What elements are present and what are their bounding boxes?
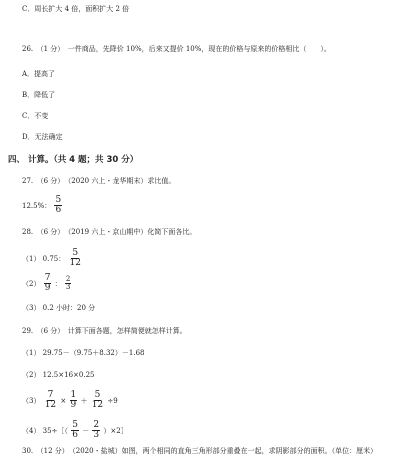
q27-fraction-numerator: 5 — [55, 195, 62, 205]
q29-part4-fraction-2 — [92, 421, 100, 441]
q28-part2-f1-numerator: 7 — [44, 273, 51, 283]
q29-p3-f3-denominator: 12 — [91, 400, 104, 411]
q28-part2-fraction-1 — [44, 274, 52, 294]
q29-part4-label: （4） 35÷［（ — [22, 426, 68, 435]
q28-part2-label: （2） — [22, 279, 41, 288]
q29-part4-tail: ）×2］ — [103, 426, 128, 435]
q27-stem: 27. （6 分） （2020 六上・龙华期末）求比值。 — [22, 177, 176, 185]
q29-part4-fraction-1 — [71, 421, 79, 441]
q29-p3-f3-numerator: 5 — [94, 390, 101, 400]
q29-p3-f2-numerator: 1 — [70, 390, 77, 400]
q27-expr-prefix: 12.5%： — [22, 201, 52, 210]
q28-part2-f2-denominator: 3 — [65, 283, 71, 292]
q29-p3-f1-denominator: 12 — [44, 400, 57, 411]
q29-part3-label: （3） — [22, 396, 41, 405]
q29-p4-f1-numerator: 5 — [72, 420, 78, 430]
q29-part3 — [22, 391, 118, 411]
q29-part3-op2: ＋ — [80, 396, 88, 405]
q28-part1-denominator: 12 — [69, 258, 81, 269]
q29-p3-f1-numerator: 7 — [47, 390, 54, 400]
q29-p4-f2-denominator: 3 — [93, 430, 100, 441]
q28-part3: （3） 0.2 小时：20 分 — [22, 304, 96, 312]
q29-part2: （2） 12.5×16×0.25 — [22, 371, 95, 379]
q27-fraction-denominator: 6 — [55, 205, 62, 216]
q28-part2-f1-denominator: 9 — [44, 283, 51, 294]
q29-part4 — [22, 421, 128, 441]
q30-stem: 30. （12 分） （2020・盐城）如图，两个相同的直角三角形部分重叠在一起，求阴影部分的面积。（单位：厘米） — [22, 447, 378, 455]
q29-stem: 29. （6 分） 计算下面各题，怎样简便就怎样计算。 — [22, 327, 187, 335]
q29-part4-op: － — [82, 426, 90, 435]
q26-option-c: C．不变 — [22, 112, 49, 120]
q28-stem: 28. （6 分） （2019 六上・京山期中）化简下面各比。 — [22, 228, 197, 236]
q29-p4-f2-numerator: 2 — [93, 420, 100, 430]
q25-option-c: C．周长扩大 4 倍，面积扩大 2 倍 — [22, 5, 130, 13]
q29-p3-f2-denominator: 9 — [70, 400, 77, 411]
q26-option-d: D．无法确定 — [22, 133, 63, 141]
q28-part1-numerator: 5 — [72, 248, 79, 258]
q26-option-b: B．降低了 — [22, 91, 56, 99]
q29-part3-op3: ÷9 — [107, 396, 118, 405]
q26-stem: 26. （1 分） 一件商品，先降价 10%，后来又提价 10%，现在的价格与原来的价格相比（ ）。 — [22, 45, 331, 53]
q29-p4-f1-denominator: 6 — [72, 430, 78, 441]
q28-part1-fraction — [69, 249, 82, 269]
q28-part2-fraction-2 — [65, 276, 71, 292]
q28-part2-f2-numerator: 2 — [65, 275, 71, 284]
q29-part3-fraction-1 — [44, 391, 57, 411]
q29-part3-fraction-2 — [70, 391, 78, 411]
q29-part3-op1: × — [60, 396, 67, 405]
q29-part3-fraction-3 — [91, 391, 104, 411]
q27-fraction — [54, 196, 62, 216]
q28-part2-separator: ： — [54, 279, 62, 288]
q27-expression — [22, 196, 63, 216]
section-four-heading: 四、 计算。（共 4 题；共 30 分） — [8, 155, 139, 165]
q28-part1 — [22, 249, 83, 269]
q28-part2 — [22, 274, 72, 294]
q28-part1-label: （1） 0.75： — [22, 254, 66, 263]
q29-part1: （1） 29.75－（9.75＋8.32）－1.68 — [22, 349, 145, 357]
q26-option-a: A．提高了 — [22, 70, 56, 78]
